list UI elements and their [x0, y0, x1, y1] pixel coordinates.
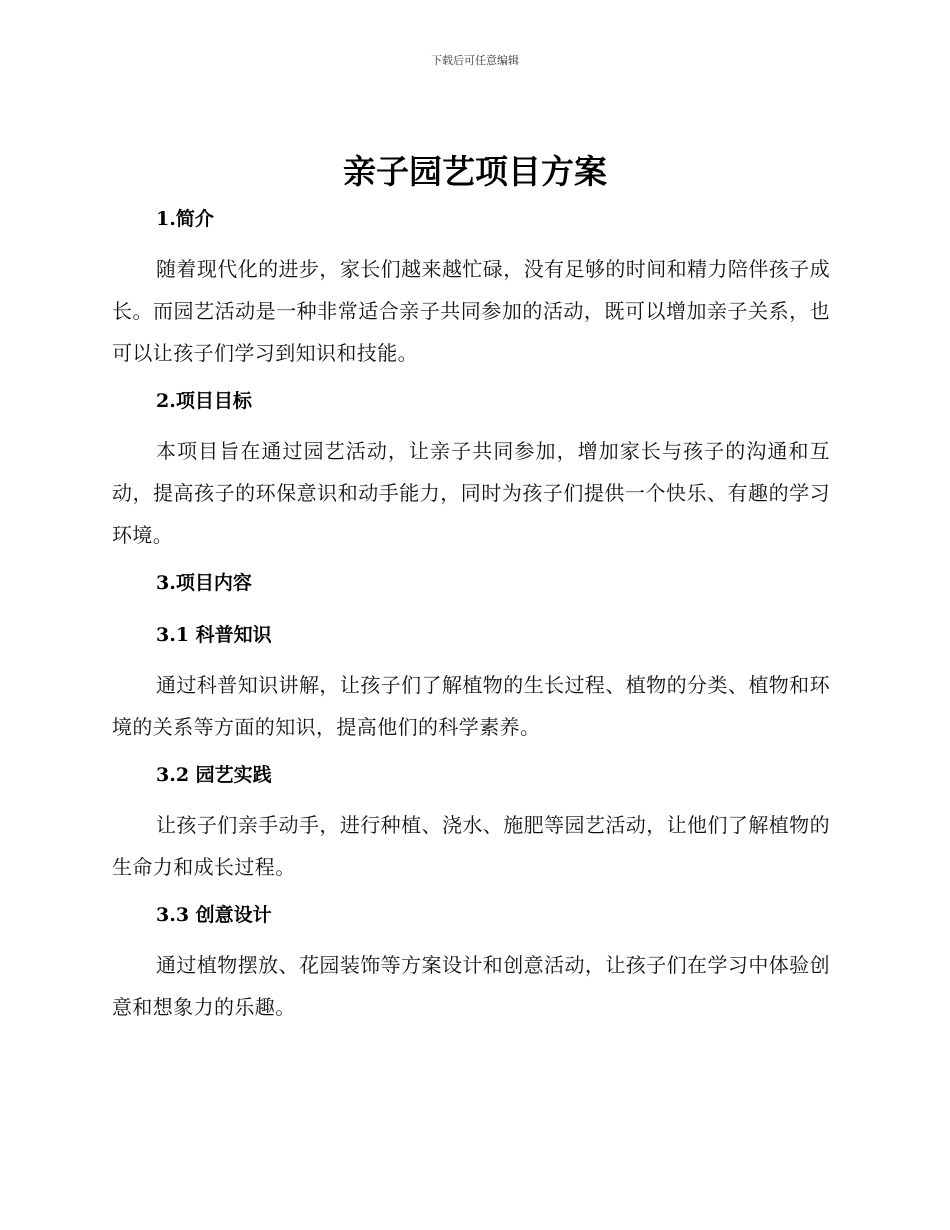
section-heading-intro: 1.简介 — [156, 208, 214, 230]
section-heading-science: 3.1 科普知识 — [156, 624, 272, 646]
section-heading-practice: 3.2 园艺实践 — [156, 764, 272, 786]
paragraph-goals: 本项目旨在通过园艺活动，让亲子共同参加，增加家长与孩子的沟通和互动，提高孩子的环保意识和动手能力，同时为孩子们提供一个快乐、有趣的学习环境。 — [112, 439, 830, 547]
section-heading-content: 3.项目内容 — [156, 572, 252, 594]
paragraph-design: 通过植物摆放、花园装饰等方案设计和创意活动，让孩子们在学习中体验创意和想象力的乐趣。 — [112, 953, 830, 1019]
section-heading-design: 3.3 创意设计 — [156, 904, 272, 926]
paragraph-intro: 随着现代化的进步，家长们越来越忙碌，没有足够的时间和精力陪伴孩子成长。而园艺活动是一种非常适合亲子共同参加的活动，既可以增加亲子关系，也可以让孩子们学习到知识和技能。 — [112, 257, 830, 365]
section-heading-goals: 2.项目目标 — [156, 390, 252, 412]
page-header-note: 下载后可任意编辑 — [431, 54, 519, 67]
paragraph-science: 通过科普知识讲解，让孩子们了解植物的生长过程、植物的分类、植物和环境的关系等方面的知识，提高他们的科学素养。 — [112, 673, 830, 739]
document-title: 亲子园艺项目方案 — [343, 152, 607, 191]
document-body — [112, 204, 830, 1028]
paragraph-practice: 让孩子们亲手动手，进行种植、浇水、施肥等园艺活动，让他们了解植物的生命力和成长过程。 — [112, 813, 830, 879]
